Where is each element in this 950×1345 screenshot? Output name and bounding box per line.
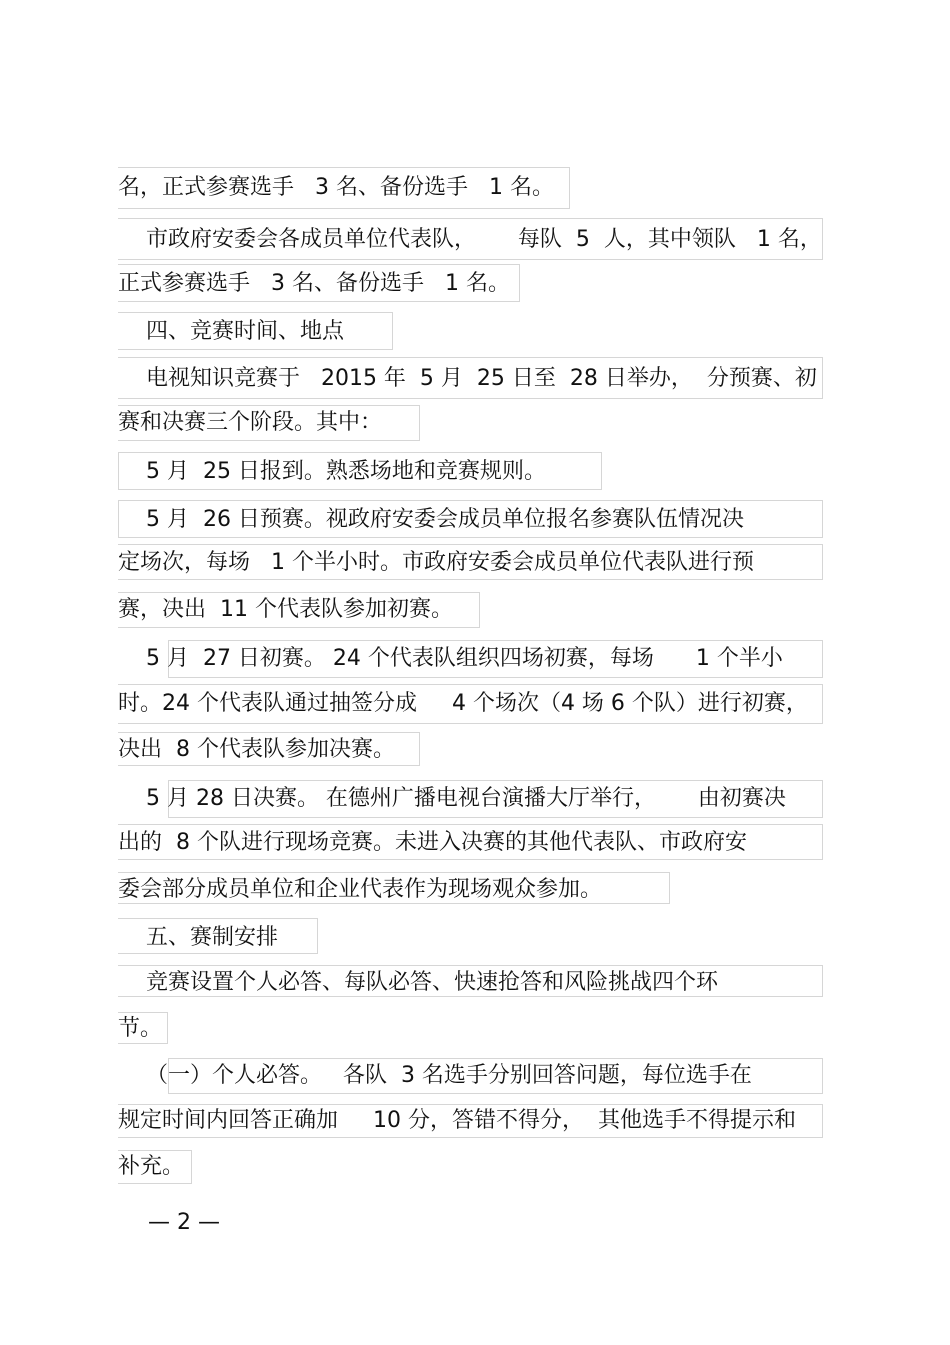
- text-line: 补充。: [118, 1154, 185, 1179]
- text-line: 5 月 28 日决赛。 在德州广播电视台演播大厅举行， 由初赛决: [118, 786, 786, 811]
- text-line: 时。24 个代表队通过抽签分成 4 个场次（4 场 6 个队）进行初赛，: [118, 691, 808, 716]
- text-line: 委会部分成员单位和企业代表作为现场观众参加。: [118, 877, 603, 902]
- text-line: 名，正式参赛选手 3 名、备份选手 1 名。: [118, 175, 554, 200]
- text-line: 赛，决出 11 个代表队参加初赛。: [118, 597, 453, 622]
- text-line: 出的 8 个队进行现场竞赛。未进入决赛的其他代表队、市政府安: [118, 830, 747, 855]
- text-line: 电视知识竞赛于 2015 年 5 月 25 日至 28 日举办， 分预赛、初: [118, 366, 817, 391]
- section-heading: 四、竞赛时间、地点: [118, 319, 344, 344]
- text-line: 定场次，每场 1 个半小时。市政府安委会成员单位代表队进行预: [118, 550, 754, 575]
- text-line: 规定时间内回答正确加 10 分，答错不得分， 其他选手不得提示和: [118, 1108, 796, 1133]
- text-line: 赛和决赛三个阶段。其中：: [118, 410, 383, 435]
- text-line: 5 月 25 日报到。熟悉场地和竞赛规则。: [118, 459, 546, 484]
- page-number: — 2 —: [148, 1210, 220, 1235]
- text-line: 节。: [118, 1016, 163, 1041]
- text-line: （一）个人必答。 各队 3 名选手分别回答问题，每位选手在: [118, 1063, 752, 1088]
- text-line: 5 月 26 日预赛。视政府安委会成员单位报名参赛队伍情况决: [118, 507, 744, 532]
- section-heading: 五、赛制安排: [118, 925, 278, 950]
- text-line: 5 月 27 日初赛。 24 个代表队组织四场初赛，每场 1 个半小: [118, 646, 783, 671]
- text-line: 市政府安委会各成员单位代表队， 每队 5 人，其中领队 1 名，: [118, 227, 822, 252]
- text-line: 决出 8 个代表队参加决赛。: [118, 737, 395, 762]
- text-line: 正式参赛选手 3 名、备份选手 1 名。: [118, 271, 510, 296]
- text-line: 竞赛设置个人必答、每队必答、快速抢答和风险挑战四个环: [118, 970, 718, 995]
